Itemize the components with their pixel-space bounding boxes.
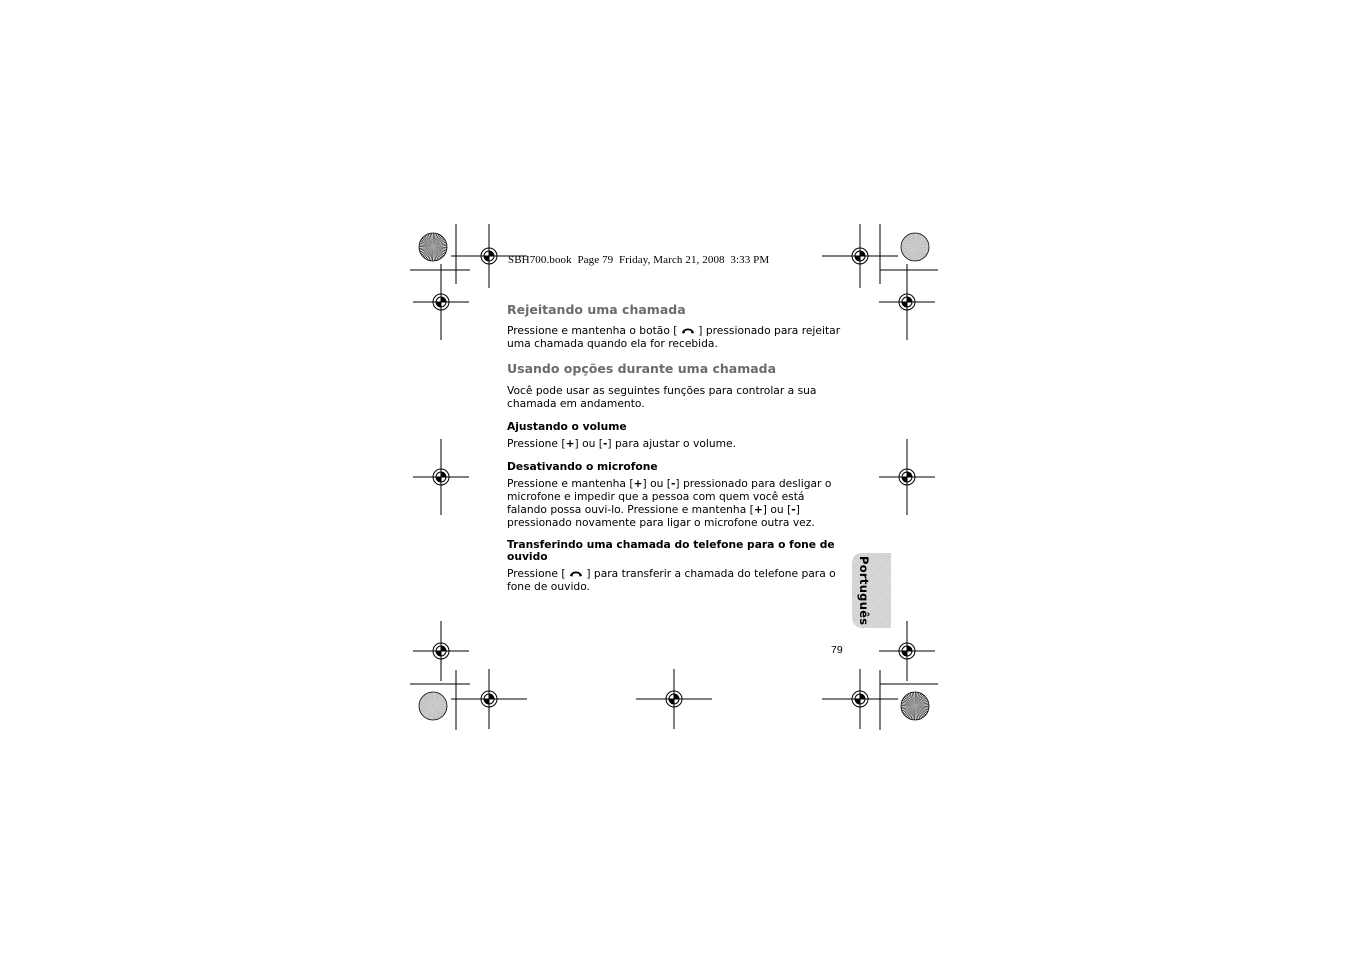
section-body-options: Você pode usar as seguintes funções para controlar a sua chamada em andamento. xyxy=(507,384,817,410)
crosshair-registration-icon xyxy=(822,669,898,729)
crosshair-registration-icon xyxy=(413,264,469,340)
crosshair-registration-icon xyxy=(879,621,935,681)
text-fragment: ] pressionado novamente para ligar o microfone outra vez. xyxy=(507,503,815,529)
plus-key: + xyxy=(753,503,763,516)
registration-rosette-icon xyxy=(419,233,447,261)
section-title-options: Usando opções durante uma chamada xyxy=(507,361,777,376)
minus-key: - xyxy=(670,477,676,490)
section-title-transfer: Transferindo uma chamada do telefone para o fone de ouvido xyxy=(507,538,835,563)
section-body-mute xyxy=(507,477,847,529)
minus-key: - xyxy=(602,437,608,450)
text-fragment: ] ou [ xyxy=(762,503,792,516)
text-fragment: Pressione e mantenha o botão [ xyxy=(507,324,681,337)
text-fragment: ] para transferir a chamada do telefone para o fone de ouvido. xyxy=(507,567,836,593)
page-number: 79 xyxy=(831,644,843,656)
crosshair-registration-icon xyxy=(451,669,527,729)
section-title-mute: Desativando o microfone xyxy=(507,460,658,473)
section-title-rejecting: Rejeitando uma chamada xyxy=(507,302,686,317)
crosshair-registration-icon xyxy=(413,439,469,515)
plus-key: + xyxy=(565,437,575,450)
text-fragment: ] ou [ xyxy=(642,477,671,490)
text-fragment: ] ou [ xyxy=(574,437,603,450)
section-body-transfer xyxy=(507,567,847,593)
text-fragment: Pressione [ xyxy=(507,567,569,580)
crosshair-registration-icon xyxy=(822,224,898,288)
phone-hangup-icon xyxy=(569,569,583,578)
crosshair-registration-icon xyxy=(413,621,469,681)
text-fragment: ] pressionado para rejeitar uma chamada quando ela for recebida. xyxy=(507,324,841,350)
section-body-rejecting xyxy=(507,324,847,350)
language-tab-label: Português xyxy=(857,555,871,626)
crosshair-registration-icon xyxy=(879,439,935,515)
text-fragment: Pressione [ xyxy=(507,437,566,450)
plus-key: + xyxy=(633,477,643,490)
page-content xyxy=(507,302,847,593)
phone-hangup-icon xyxy=(681,326,695,335)
registration-rosette-icon xyxy=(419,692,447,720)
registration-rosette-icon xyxy=(901,233,929,261)
text-fragment: ] pressionado para desligar o microfone e impedir que a pessoa com quem você está falando possa ouvi-lo. Pressione e mantenha [ xyxy=(507,477,832,516)
minus-key: - xyxy=(791,503,796,516)
text-fragment: Pressione e mantenha [ xyxy=(507,477,634,490)
text-fragment: ] para ajustar o volume. xyxy=(607,437,736,450)
crosshair-registration-icon xyxy=(879,264,935,340)
section-body-volume xyxy=(507,437,847,450)
section-title-volume: Ajustando o volume xyxy=(507,420,627,433)
registration-rosette-icon xyxy=(901,692,929,720)
print-header: SBH700.book Page 79 Friday, March 21, 2008 3:33 PM xyxy=(508,254,770,266)
crosshair-registration-icon xyxy=(636,669,712,729)
